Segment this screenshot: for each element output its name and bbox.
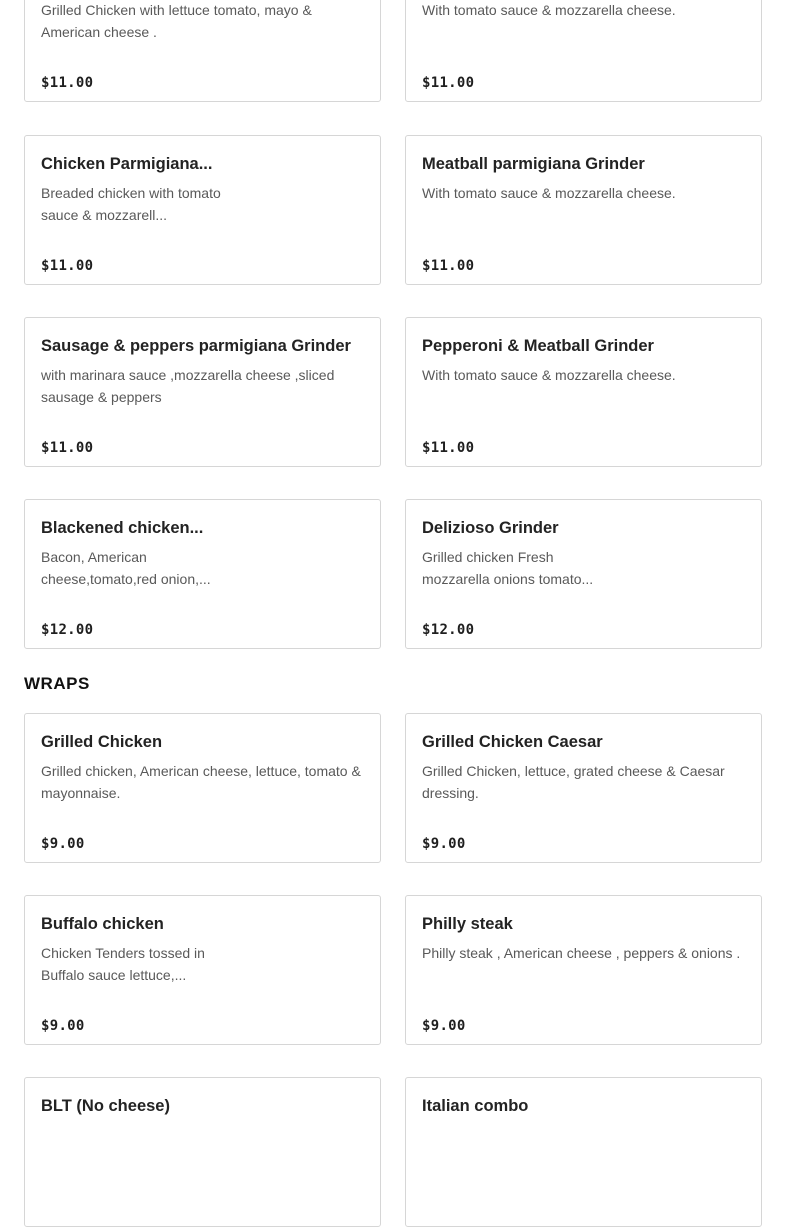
menu-item-price: $11.00 bbox=[422, 258, 475, 274]
menu-item-name: BLT (No cheese) bbox=[41, 1097, 170, 1115]
menu-item-name: Italian combo bbox=[422, 1097, 529, 1115]
menu-item-card[interactable] bbox=[24, 499, 381, 649]
menu-item-description: With tomato sauce & mozzarella cheese. bbox=[422, 2, 676, 18]
menu-item-price: $12.00 bbox=[422, 622, 475, 638]
menu-item-name: Delizioso Grinder bbox=[422, 519, 559, 537]
menu-item-price: $11.00 bbox=[422, 440, 475, 456]
menu-item-card[interactable] bbox=[405, 1077, 762, 1227]
menu-item-description: Grilled Chicken, lettuce, grated cheese & Caesar dressing. bbox=[422, 763, 725, 801]
menu-item-name: Grilled Chicken bbox=[41, 733, 163, 751]
menu-item-card[interactable] bbox=[405, 499, 762, 649]
menu-item-price: $11.00 bbox=[422, 75, 475, 91]
menu-item-name: Grilled Chicken Caesar bbox=[422, 733, 603, 751]
menu-item-description: Bacon, American cheese,tomato,red onion,... bbox=[41, 549, 211, 587]
menu-item-price: $9.00 bbox=[422, 836, 466, 852]
menu-item-name: Blackened chicken... bbox=[41, 519, 204, 537]
menu-item-price: $9.00 bbox=[41, 1018, 85, 1034]
menu-item-description: Grilled chicken Fresh mozzarella onions tomato... bbox=[422, 549, 594, 587]
menu-item-card[interactable] bbox=[24, 713, 381, 863]
menu-item-name: Chicken Parmigiana... bbox=[41, 155, 213, 173]
menu-item-card[interactable] bbox=[24, 135, 381, 285]
menu-item-description: Grilled Chicken with lettuce tomato, mayo & American cheese . bbox=[41, 2, 312, 40]
menu-item-description: Breaded chicken with tomato sauce & mozzarell... bbox=[41, 185, 221, 223]
menu-item-price: $11.00 bbox=[41, 440, 94, 456]
menu-item-card[interactable] bbox=[24, 317, 381, 467]
menu-item-card[interactable] bbox=[405, 135, 762, 285]
menu-item-card[interactable] bbox=[405, 895, 762, 1045]
menu-item-price: $9.00 bbox=[422, 1018, 466, 1034]
menu-item-price: $11.00 bbox=[41, 75, 94, 91]
menu-item-price: $12.00 bbox=[41, 622, 94, 638]
menu-item-description: with marinara sauce ,mozzarella cheese ,sliced sausage & peppers bbox=[41, 367, 335, 405]
menu-item-description: With tomato sauce & mozzarella cheese. bbox=[422, 185, 676, 201]
menu-item-description: Philly steak , American cheese , peppers & onions . bbox=[422, 945, 741, 961]
menu-item-card[interactable] bbox=[405, 317, 762, 467]
menu-item-name: Sausage & peppers parmigiana Grinder bbox=[41, 337, 351, 355]
section-title-wraps: WRAPS bbox=[24, 674, 90, 693]
menu-item-card[interactable] bbox=[405, 0, 762, 102]
menu-item-name: Buffalo chicken bbox=[41, 915, 164, 933]
menu-item-name: Pepperoni & Meatball Grinder bbox=[422, 337, 654, 355]
menu-item-card[interactable] bbox=[24, 0, 381, 102]
menu-item-description: Chicken Tenders tossed in Buffalo sauce lettuce,... bbox=[41, 945, 205, 983]
menu-item-card[interactable] bbox=[24, 895, 381, 1045]
menu-item-card[interactable] bbox=[24, 1077, 381, 1227]
menu-item-price: $9.00 bbox=[41, 836, 85, 852]
menu-item-description: With tomato sauce & mozzarella cheese. bbox=[422, 367, 676, 383]
menu-item-card[interactable] bbox=[405, 713, 762, 863]
menu-item-description: Grilled chicken, American cheese, lettuce, tomato & mayonnaise. bbox=[41, 763, 361, 801]
menu-item-name: Philly steak bbox=[422, 915, 513, 933]
menu-item-name: Meatball parmigiana Grinder bbox=[422, 155, 645, 173]
menu-item-price: $11.00 bbox=[41, 258, 94, 274]
